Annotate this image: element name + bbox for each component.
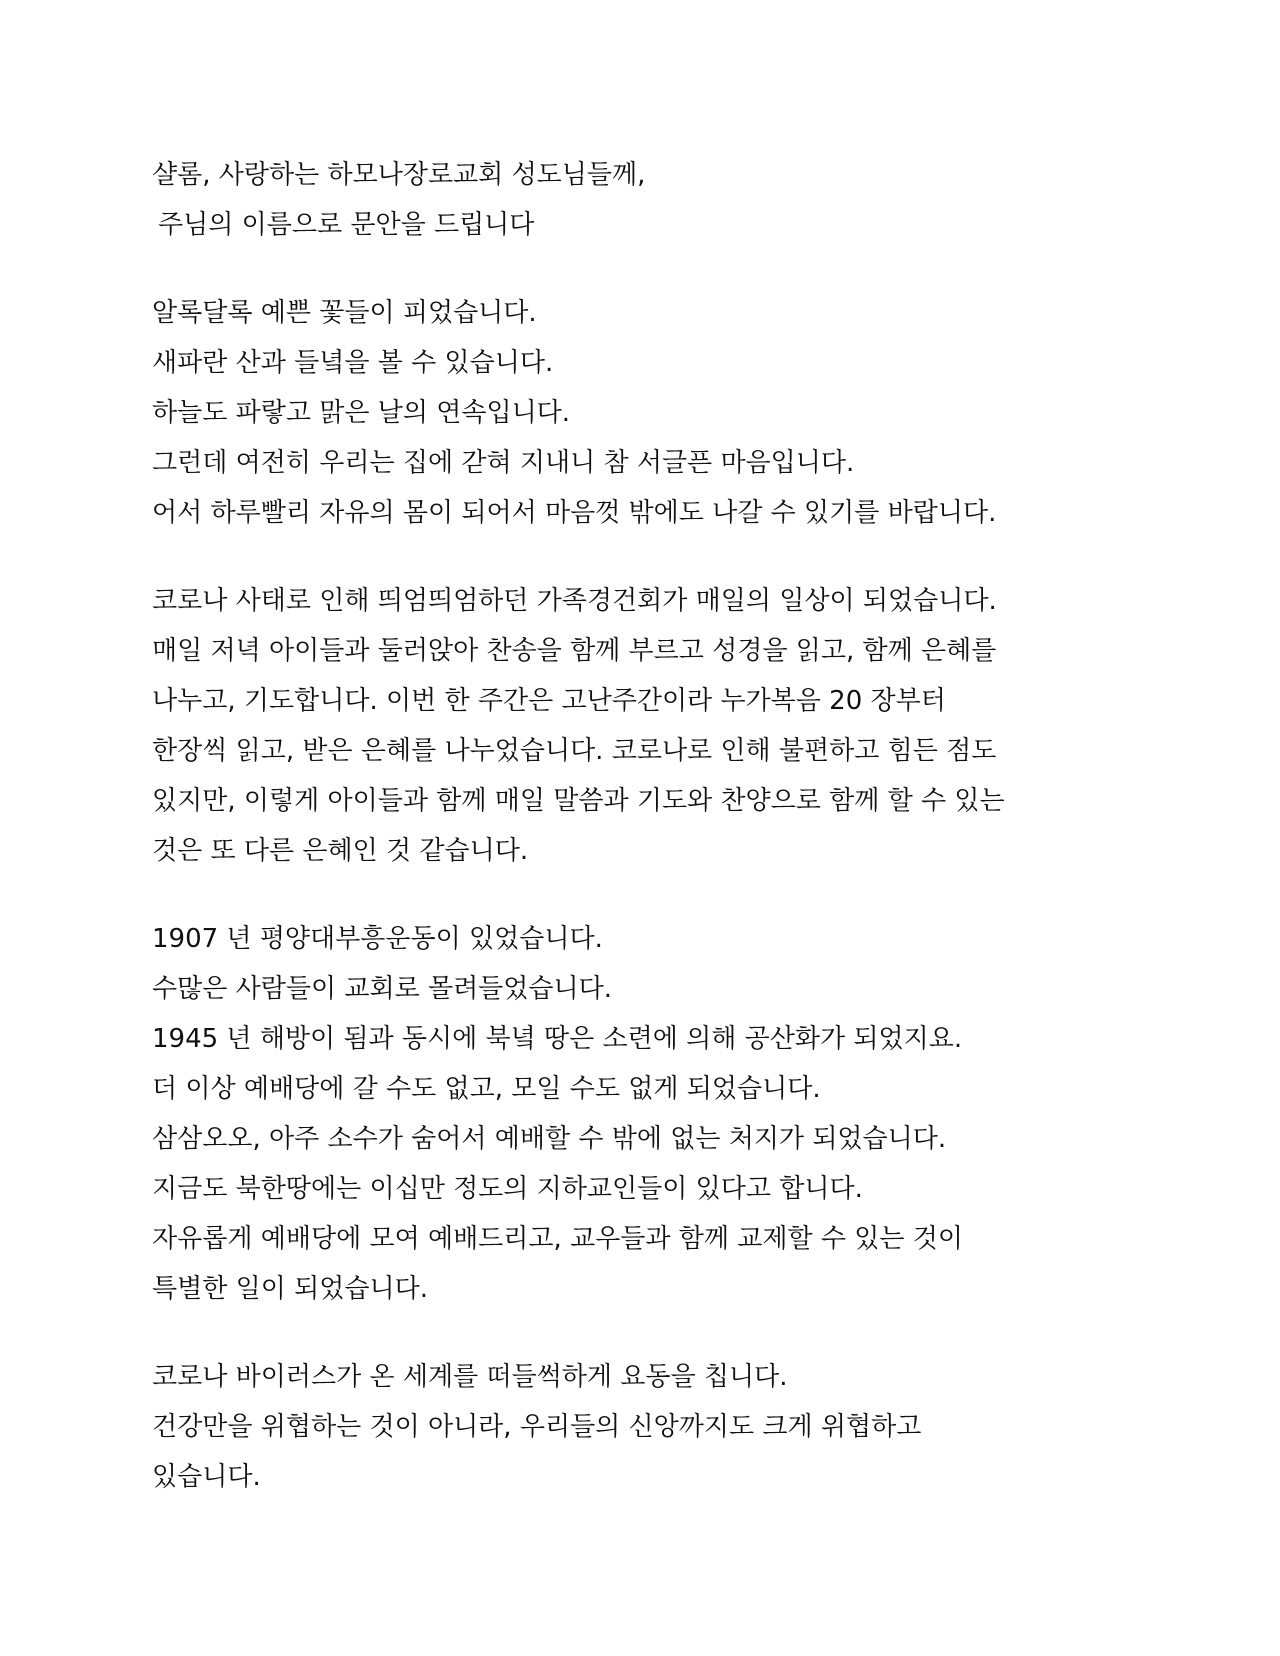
- paragraph-corona: [152, 1352, 1152, 1502]
- greeting-line: 주님의 이름으로 문안을 드립니다: [158, 210, 535, 240]
- text-line: 있습니다.: [152, 1462, 261, 1492]
- text-line: 1907 년 평양대부흥운동이 있었습니다.: [152, 924, 603, 954]
- paragraph-spring: [152, 288, 1152, 538]
- text-line: 수많은 사람들이 교회로 몰려들었습니다.: [152, 974, 613, 1004]
- greeting-paragraph: [152, 150, 1152, 250]
- text-line: 새파란 산과 들녘을 볼 수 있습니다.: [152, 348, 554, 378]
- text-line: 지금도 북한땅에는 이십만 정도의 지하교인들이 있다고 합니다.: [152, 1174, 863, 1204]
- text-line: 건강만을 위협하는 것이 아니라, 우리들의 신앙까지도 크게 위협하고: [152, 1412, 922, 1442]
- text-line: 특별한 일이 되었습니다.: [152, 1274, 428, 1304]
- text-line: 있지만, 이렇게 아이들과 함께 매일 말씀과 기도와 찬양으로 함께 할 수 있는: [152, 786, 1005, 816]
- text-line: 한장씩 읽고, 받은 은혜를 나누었습니다. 코로나로 인해 불편하고 힘든 점도: [152, 736, 997, 766]
- paragraph-history: [152, 914, 1152, 1314]
- text-line: 더 이상 예배당에 갈 수도 없고, 모일 수도 없게 되었습니다.: [152, 1074, 821, 1104]
- text-line: 매일 저녁 아이들과 둘러앉아 찬송을 함께 부르고 성경을 읽고, 함께 은혜를: [152, 636, 997, 666]
- text-line: 나누고, 기도합니다. 이번 한 주간은 고난주간이라 누가복음 20 장부터: [152, 686, 946, 716]
- text-line: 코로나 사태로 인해 띄엄띄엄하던 가족경건회가 매일의 일상이 되었습니다.: [152, 586, 997, 616]
- text-line: 자유롭게 예배당에 모여 예배드리고, 교우들과 함께 교제할 수 있는 것이: [152, 1224, 964, 1254]
- letter-body: [152, 150, 1152, 1540]
- text-line: 1945 년 해방이 됨과 동시에 북녘 땅은 소련에 의해 공산화가 되었지요.: [152, 1024, 963, 1054]
- text-line: 코로나 바이러스가 온 세계를 떠들썩하게 요동을 칩니다.: [152, 1362, 788, 1392]
- text-line: 하늘도 파랗고 맑은 날의 연속입니다.: [152, 398, 571, 428]
- greeting-line: 샬롬, 사랑하는 하모나장로교회 성도님들께,: [152, 160, 646, 190]
- text-line: 그런데 여전히 우리는 집에 갇혀 지내니 참 서글픈 마음입니다.: [152, 448, 855, 478]
- text-line: 것은 또 다른 은혜인 것 같습니다.: [152, 836, 529, 866]
- text-line: 알록달록 예쁜 꽃들이 피었습니다.: [152, 298, 537, 328]
- text-line: 삼삼오오, 아주 소수가 숨어서 예배할 수 밖에 없는 처지가 되었습니다.: [152, 1124, 947, 1154]
- text-line: 어서 하루빨리 자유의 몸이 되어서 마음껏 밖에도 나갈 수 있기를 바랍니다.: [152, 498, 997, 528]
- paragraph-family-worship: [152, 576, 1152, 876]
